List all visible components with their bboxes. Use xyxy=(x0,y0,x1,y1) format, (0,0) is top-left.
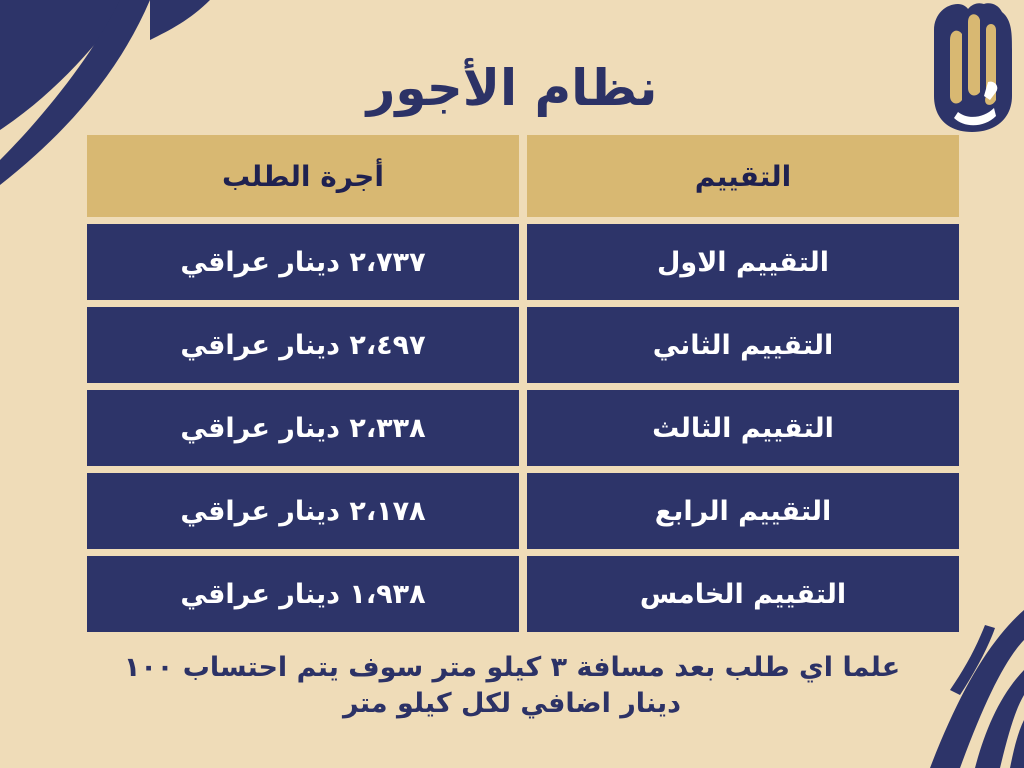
rating-cell: التقييم الثاني xyxy=(527,307,959,383)
table-row xyxy=(87,307,959,383)
rating-cell: التقييم الثالث xyxy=(527,390,959,466)
hand-logo-icon xyxy=(932,0,1014,134)
table-header-row xyxy=(87,135,959,217)
fee-cell: ٢،٣٣٨ دينار عراقي xyxy=(87,390,519,466)
rating-cell: التقييم الخامس xyxy=(527,556,959,632)
rating-cell: التقييم الاول xyxy=(527,224,959,300)
footnote-line-1: علما اي طلب بعد مسافة ٣ كيلو متر سوف يتم احتساب ١٠٠ xyxy=(123,652,901,683)
fee-cell: ٢،١٧٨ دينار عراقي xyxy=(87,473,519,549)
fees-table xyxy=(87,135,959,639)
table-row xyxy=(87,473,959,549)
fee-cell: ٢،٧٣٧ دينار عراقي xyxy=(87,224,519,300)
footnote-line-2: دينار اضافي لكل كيلو متر xyxy=(343,688,681,719)
header-fee: أجرة الطلب xyxy=(87,135,519,217)
table-row xyxy=(87,390,959,466)
header-rating: التقييم xyxy=(527,135,959,217)
footnote xyxy=(70,650,954,722)
rating-cell: التقييم الرابع xyxy=(527,473,959,549)
fee-cell: ٢،٤٩٧ دينار عراقي xyxy=(87,307,519,383)
fee-cell: ١،٩٣٨ دينار عراقي xyxy=(87,556,519,632)
table-row xyxy=(87,224,959,300)
page-title: نظام الأجور xyxy=(366,59,658,117)
table-row xyxy=(87,556,959,632)
